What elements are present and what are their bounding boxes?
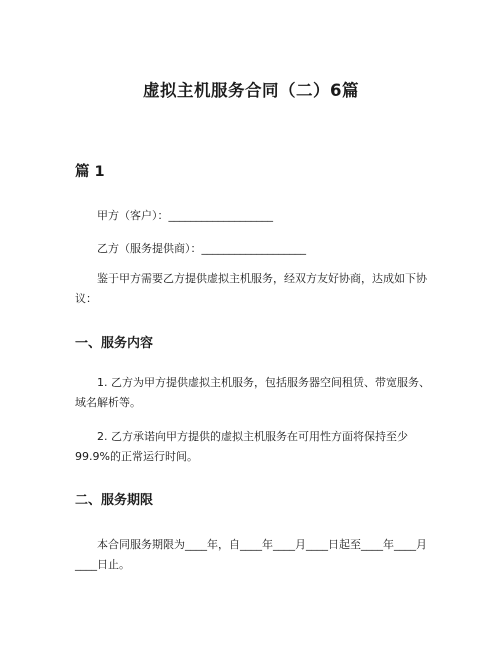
section-heading-service-term: 二、服务期限 [75,493,154,508]
party-a-line: 甲方（客户）：___________________ [97,209,273,222]
document-title: 虚拟主机服务合同（二）6篇 [143,81,359,100]
service-item-1: 1. 乙方为甲方提供虚拟主机服务，包括服务器空间租赁、带宽服务、域名解析等。 [75,376,430,409]
party-b-line: 乙方（服务提供商）：___________________ [97,242,306,255]
part-heading: 篇 1 [75,164,105,180]
service-term-paragraph: 本合同服务期限为____年，自____年____月____日起至____年____月____日止。 [75,538,427,571]
service-item-2: 2. 乙方承诺向甲方提供的虚拟主机服务在可用性方面将保持至少99.9%的正常运行时间。 [75,430,408,463]
section-heading-service-content: 一、服务内容 [75,336,154,351]
intro-paragraph: 鉴于甲方需要乙方提供虚拟主机服务，经双方友好协商，达成如下协议： [75,272,427,305]
